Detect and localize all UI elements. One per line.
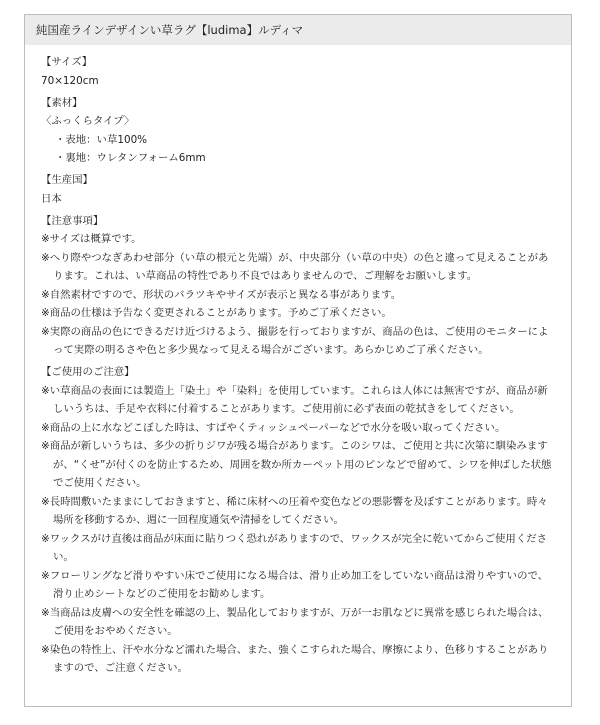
- caution-item: ※実際の商品の色にできるだけ近づけるよう、撮影を行っておりますが、商品の色は、ご使用のモニターによって実際の明るさや色と多少異なって見える場合がございます。あらかじめご了承ください。: [41, 325, 549, 356]
- material-type: 〈ふっくらタイプ〉: [41, 115, 135, 127]
- product-title: 純国産ラインデザインい草ラグ【ludima】ルディマ: [36, 23, 304, 37]
- usage-item: ※商品の上に水などこぼした時は、すばやくティッシュペーパーなどで水分を吸い取ってください。: [41, 421, 506, 434]
- usage-item: ※ワックスがけ直後は商品が床面に貼りつく恐れがありますので、ワックスが完全に乾いてからご使用ください。: [41, 532, 547, 563]
- usage-item: ※当商品は皮膚への安全性を確認の上、製品化しておりますが、万が一お肌などに異常を感じられた場合は、ご使用をおやめください。: [41, 606, 549, 637]
- caution-item: ※へり際やつなぎあわせ部分（い草の根元と先端）が、中央部分（い草の中央）の色と違って見えることがあります。これは、い草商品の特性であり不良ではありませんので、ご理解をお願いします。: [41, 251, 549, 282]
- usage-item: ※フローリングなど滑りやすい床でご使用になる場合は、滑り止め加工をしていない商品は滑りやすいので、滑り止めシートなどのご使用をお勧めします。: [41, 569, 549, 600]
- caution-item: ※サイズは概算です。: [41, 233, 142, 245]
- caution-item: ※商品の仕様は予告なく変更されることがあります。予めご了承ください。: [41, 307, 392, 319]
- usage-heading: 【ご使用のご注意】: [41, 366, 135, 378]
- size-value: 70×120cm: [41, 74, 99, 87]
- origin-heading: 【生産国】: [41, 174, 93, 186]
- usage-item: ※長時間敷いたままにしておきますと、稀に床材への圧着や変色などの悪影響を及ぼすことがあります。時々場所を移動するか、週に一回程度通気や清掃をしてください。: [41, 495, 548, 526]
- material-heading: 【素材】: [41, 96, 83, 109]
- spec-content: [41, 53, 557, 678]
- usage-item: ※商品が新しいうちは、多少の折りジワが残る場合があります。このシワは、ご使用と共に次第に馴染みますが、“くせ”が付くのを防止するため、周囲を数か所カーペット用のピンなどで留めて、シワを伸ばした状態でご使用ください。: [41, 440, 552, 489]
- caution-item: ※自然素材ですので、形状のバラツキやサイズが表示と異なる事があります。: [41, 288, 402, 301]
- product-info-panel: [24, 14, 572, 707]
- usage-item: ※い草商品の表面には製造上「染土」や「染料」を使用しています。これらは人体には無害ですが、商品が新しいうちは、手足や衣料に付着することがあります。ご使用前に必ず表面の乾拭きをしてください。: [41, 384, 548, 415]
- cautions-heading: 【注意事項】: [41, 214, 104, 227]
- material-item: ・表地：い草100%: [55, 133, 148, 146]
- material-item: ・裏地：ウレタンフォーム6mm: [55, 152, 206, 164]
- size-heading: 【サイズ】: [41, 56, 93, 68]
- usage-item: ※染色の特性上、汗や水分など濡れた場合、また、強くこすられた場合、摩擦により、色移りすることがありますので、ご注意ください。: [41, 643, 549, 674]
- header-bar: [25, 15, 571, 45]
- origin-value: 日本: [41, 192, 62, 205]
